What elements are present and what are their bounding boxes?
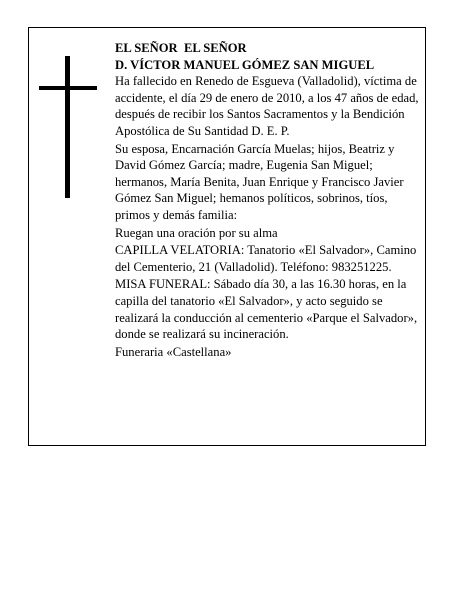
cross-horizontal-bar [39, 86, 97, 90]
chapel-paragraph: CAPILLA VELATORIA: Tanatorio «El Salvador», Camino del Cementerio, 21 (Valladolid). Teléfono: 983251225. [115, 243, 417, 274]
funeral-paragraph: MISA FUNERAL: Sábado día 30, a las 16.30 horas, en la capilla del tanatorio «El Salvador», y acto seguido se realizará la conducción al cementerio «Parque el Salvador», donde se realizará su incineración. [115, 277, 418, 342]
header-title: EL SEÑOR EL SEÑOR [115, 41, 247, 55]
obituary-notice [28, 27, 426, 446]
deceased-name: D. VÍCTOR MANUEL GÓMEZ SAN MIGUEL [115, 57, 375, 72]
funeral-home: Funeraria «Castellana» [115, 344, 232, 359]
prayer-request: Ruegan una oración por su alma [115, 225, 278, 240]
notice-text [115, 40, 419, 360]
cross-vertical-bar [65, 56, 70, 198]
death-paragraph: Ha fallecido en Renedo de Esgueva (Valladolid), víctima de accidente, el día 29 de enero de 2010, a los 47 años de edad, después de recibir los Santos Sacramentos y la Bendición Apostólica de Su Santidad D. E. P. [115, 74, 419, 138]
latin-cross-icon [39, 56, 97, 198]
family-paragraph: Su esposa, Encarnación García Muelas; hijos, Beatriz y David Gómez García; madre, Eugenia San Miguel; hermanos, María Benita, Juan Enrique y Francisco Javier Gómez San Miguel; hemanos políticos, sobrinos, tíos, primos y demás familia: [115, 141, 404, 222]
